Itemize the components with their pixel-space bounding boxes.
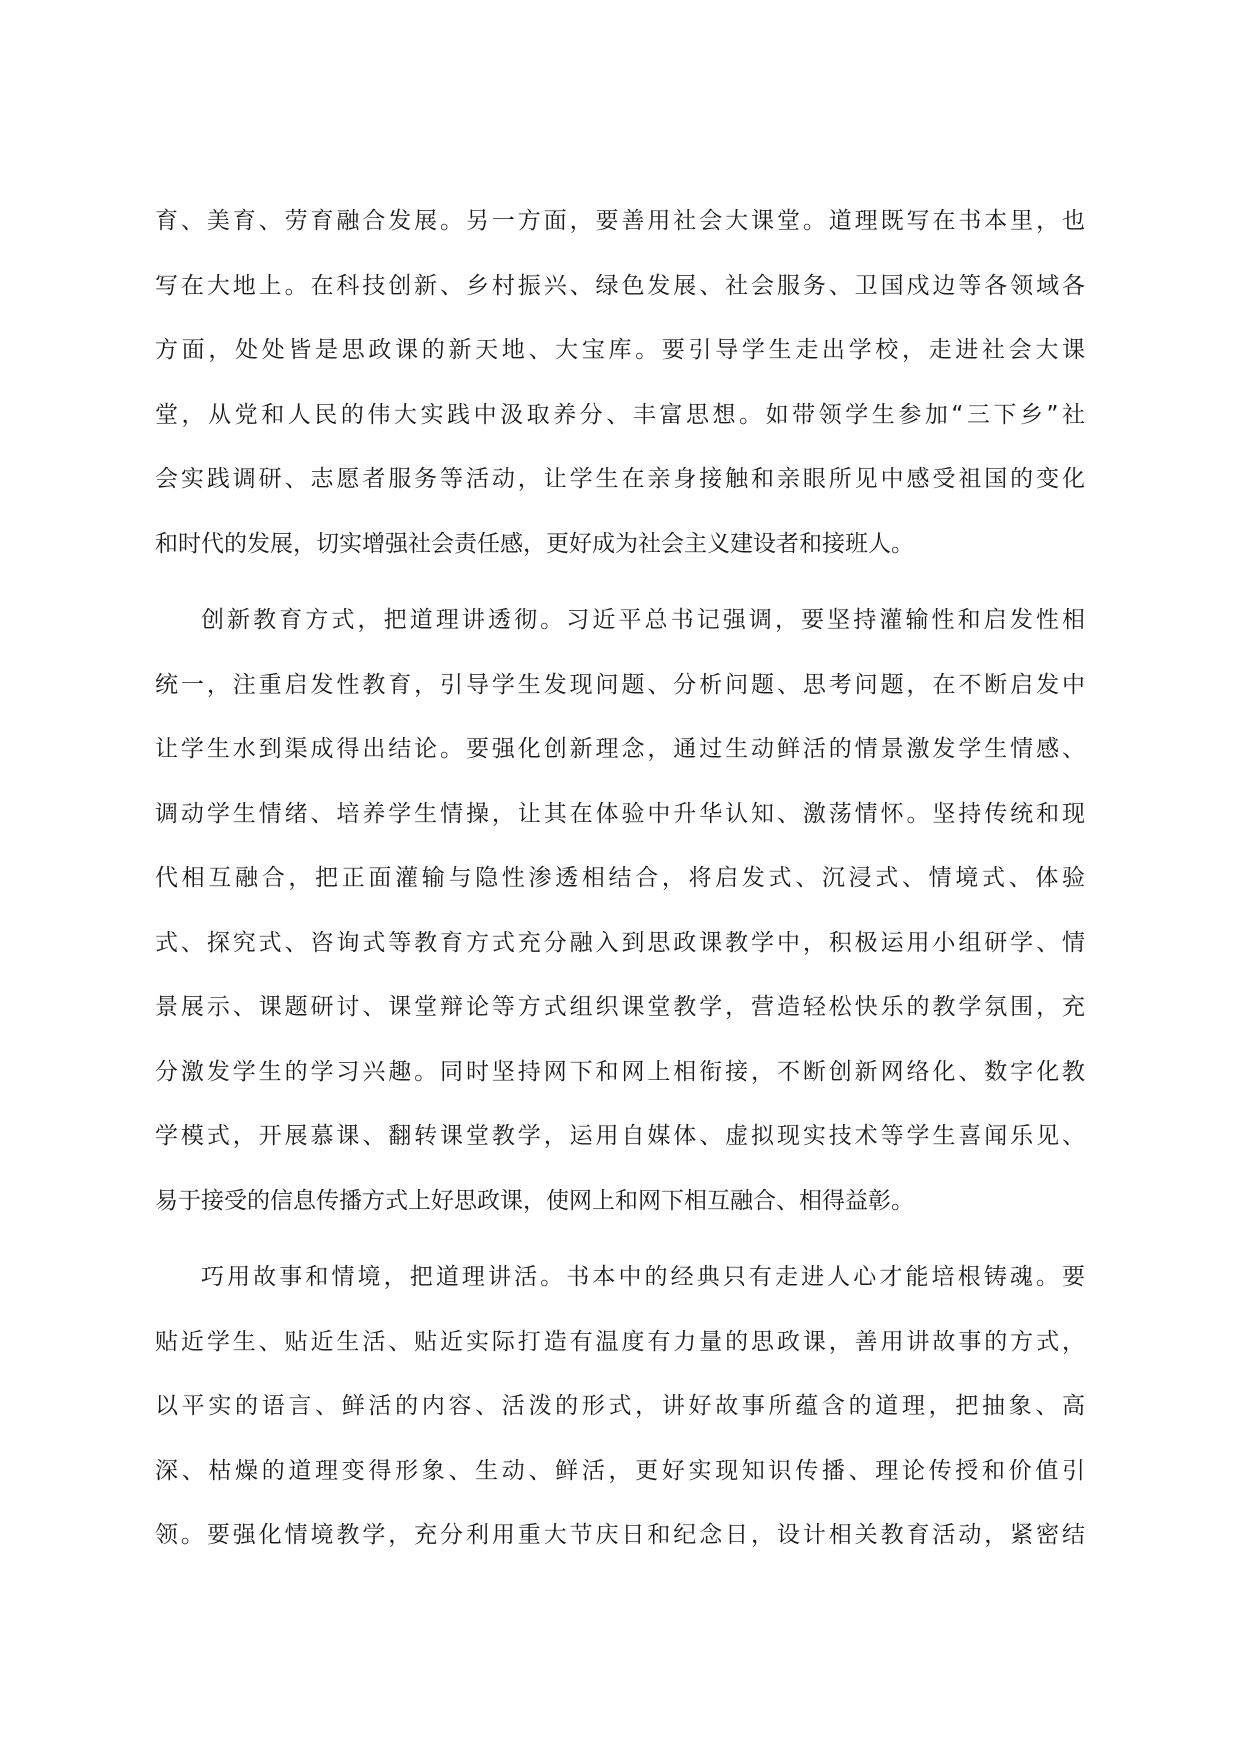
text-line: 统一，注重启发性教育，引导学生发现问题、分析问题、思考问题，在不断启发中	[155, 671, 1085, 698]
body-text	[155, 189, 1085, 1568]
text-line: 方面，处处皆是思政课的新天地、大宝库。要引导学生走出学校，走进社会大课	[155, 337, 1085, 363]
paragraph-gap	[155, 1233, 1085, 1245]
text-line: 深、枯燥的道理变得形象、生动、鲜活，更好实现知识传播、理论传授和价值引	[155, 1457, 1085, 1484]
text-line: 创新教育方式，把道理讲透彻。习近平总书记强调，要坚持灌输性和启发性相	[201, 607, 1085, 633]
text-line: 写在大地上。在科技创新、乡村振兴、绿色发展、社会服务、卫国戍边等各领域各	[155, 272, 1085, 299]
paragraph-3	[155, 1245, 1085, 1568]
text-line: 领。要强化情境教学，充分利用重大节庆日和纪念日，设计相关教育活动，紧密结	[155, 1522, 1085, 1548]
text-line: 景展示、课题研讨、课堂辩论等方式组织课堂教学，营造轻松快乐的教学氛围，充	[155, 994, 1085, 1020]
text-line: 巧用故事和情境，把道理讲活。书本中的经典只有走进人心才能培根铸魂。要	[201, 1264, 1085, 1290]
paragraph-gap	[155, 576, 1085, 588]
text-line: 式、探究式、咨询式等教育方式充分融入到思政课教学中，积极运用小组研学、情	[155, 929, 1085, 956]
text-line: 分激发学生的学习兴趣。同时坚持网下和网上相衔接，不断创新网络化、数字化教	[155, 1058, 1085, 1085]
text-line: 让学生水到渠成得出结论。要强化创新理念，通过生动鲜活的情景激发学生情感、	[155, 736, 1085, 762]
text-line: 堂，从党和人民的伟大实践中汲取养分、丰富思想。如带领学生参加“三下乡”社	[155, 401, 1085, 428]
paragraph-1	[155, 189, 1085, 576]
text-line: 会实践调研、志愿者服务等活动，让学生在亲身接触和亲眼所见中感受祖国的变化	[155, 466, 1085, 492]
text-line: 学模式，开展慕课、翻转课堂教学，运用自媒体、虚拟现实技术等学生喜闻乐见、	[155, 1123, 1085, 1149]
text-line: 代相互融合，把正面灌输与隐性渗透相结合，将启发式、沉浸式、情境式、体验	[155, 865, 1085, 891]
text-line: 易于接受的信息传播方式上好思政课，使网上和网下相互融合、相得益彰。	[155, 1187, 914, 1214]
text-line: 贴近学生、贴近生活、贴近实际打造有温度有力量的思政课，善用讲故事的方式，	[155, 1328, 1085, 1355]
text-line: 调动学生情绪、培养学生情操，让其在体验中升华认知、激荡情怀。坚持传统和现	[155, 800, 1085, 827]
text-line: 以平实的语言、鲜活的内容、活泼的形式，讲好故事所蕴含的道理，把抽象、高	[155, 1393, 1085, 1419]
text-line: 和时代的发展，切实增强社会责任感，更好成为社会主义建设者和接班人。	[155, 530, 914, 557]
text-line: 育、美育、劳育融合发展。另一方面，要善用社会大课堂。道理既写在书本里，也	[155, 208, 1085, 234]
paragraph-2	[155, 588, 1085, 1233]
